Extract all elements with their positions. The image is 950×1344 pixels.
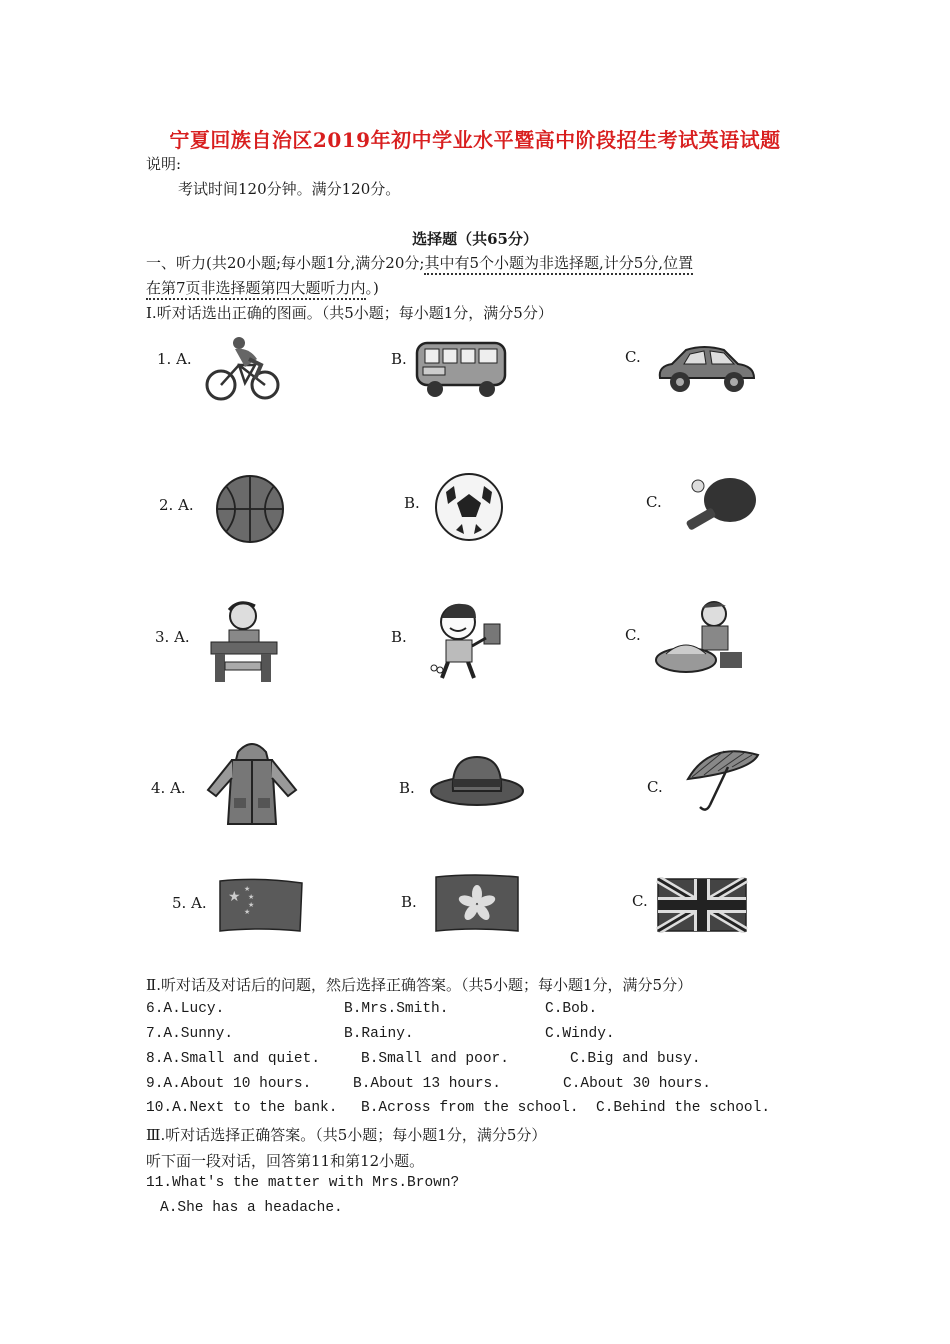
q6-option-c: C.Bob. — [545, 1001, 598, 1017]
part1-emphasis-2: 在第7页非选择题第四大题听力内 — [146, 279, 366, 300]
jacket-icon — [202, 738, 302, 828]
section-heading: 选择题（共65分） — [412, 230, 538, 248]
q3-label-c: C. — [625, 626, 641, 644]
q11-option-a: A.She has a headache. — [160, 1200, 343, 1216]
q8-option-b: B.Small and poor. — [361, 1051, 509, 1067]
q6-option-b: B.Mrs.Smith. — [344, 1001, 449, 1017]
boy-holding-card-icon — [428, 598, 508, 684]
q9-option-a: 9.A.About 10 hours. — [146, 1076, 312, 1092]
q7-option-c: C.Windy. — [545, 1026, 615, 1042]
cyclist-icon — [205, 335, 280, 403]
ping-pong-paddle-icon — [676, 474, 760, 542]
svg-text:★: ★ — [228, 889, 241, 905]
q4-label-c: C. — [647, 778, 663, 796]
part1-emphasis-1: 其中有5个小题为非选择题,计分5分,位置 — [424, 254, 693, 275]
q7-option-b: B.Rainy. — [344, 1026, 414, 1042]
boy-washing-clothes-icon — [654, 598, 746, 680]
hong-kong-flag-icon — [434, 873, 520, 935]
q8-option-c: C.Big and busy. — [570, 1051, 701, 1067]
q4-label-b: B. — [399, 779, 415, 797]
part1-line2 — [146, 277, 379, 298]
note-text: 考试时间120分钟。满分120分。 — [178, 180, 401, 198]
q5-label-b: B. — [401, 893, 417, 911]
q5-label-a: 5. A. — [172, 894, 207, 912]
svg-text:★: ★ — [244, 908, 251, 916]
note-label: 说明: — [146, 155, 182, 173]
sub1-heading: Ⅰ.听对话选出正确的图画。（共5小题；每小题1分，满分5分） — [146, 304, 553, 322]
bus-icon — [413, 335, 510, 400]
q10-option-b: B.Across from the school. — [361, 1100, 579, 1116]
part1-prefix: 一、听力(共20小题;每小题1分,满分20分; — [146, 254, 425, 272]
q9-option-b: B.About 13 hours. — [353, 1076, 501, 1092]
sub2-heading: Ⅱ.听对话及对话后的问题，然后选择正确答案。（共5小题；每小题1分，满分5分） — [146, 976, 693, 994]
q6-option-a: 6.A.Lucy. — [146, 1001, 225, 1017]
q3-label-b: B. — [391, 628, 407, 646]
q1-label-a: 1. A. — [157, 350, 192, 368]
soccer-ball-icon — [434, 472, 504, 542]
q11-question: 11.What's the matter with Mrs.Brown? — [146, 1175, 460, 1191]
svg-text:★: ★ — [248, 901, 255, 909]
umbrella-icon — [680, 745, 770, 815]
document-title: 宁夏回族自治区2019年初中学业水平暨高中阶段招生考试英语试题 — [169, 128, 781, 152]
q2-label-a: 2. A. — [159, 496, 194, 514]
boy-studying-icon — [205, 598, 280, 684]
q2-label-b: B. — [404, 494, 420, 512]
part1-suffix: 。) — [365, 279, 379, 297]
q5-label-c: C. — [632, 892, 648, 910]
car-icon — [654, 342, 759, 397]
china-flag-icon — [218, 877, 304, 935]
svg-text:★: ★ — [248, 893, 255, 901]
sub3-intro: 听下面一段对话，回答第11和第12小题。 — [146, 1152, 425, 1170]
q4-label-a: 4. A. — [151, 779, 186, 797]
q8-option-a: 8.A.Small and quiet. — [146, 1051, 321, 1067]
uk-flag-icon — [656, 877, 748, 933]
part1-line1 — [146, 252, 693, 273]
q2-label-c: C. — [646, 493, 662, 511]
basketball-icon — [214, 474, 286, 544]
svg-text:★: ★ — [244, 885, 251, 893]
q3-label-a: 3. A. — [155, 628, 190, 646]
sub3-heading: Ⅲ.听对话选择正确答案。（共5小题；每小题1分，满分5分） — [146, 1126, 547, 1144]
q1-label-c: C. — [625, 348, 641, 366]
hat-icon — [429, 751, 525, 807]
q10-option-a: 10.A.Next to the bank. — [146, 1100, 338, 1116]
q10-option-c: C.Behind the school. — [596, 1100, 771, 1116]
q9-option-c: C.About 30 hours. — [563, 1076, 711, 1092]
q1-label-b: B. — [391, 350, 407, 368]
q7-option-a: 7.A.Sunny. — [146, 1026, 234, 1042]
